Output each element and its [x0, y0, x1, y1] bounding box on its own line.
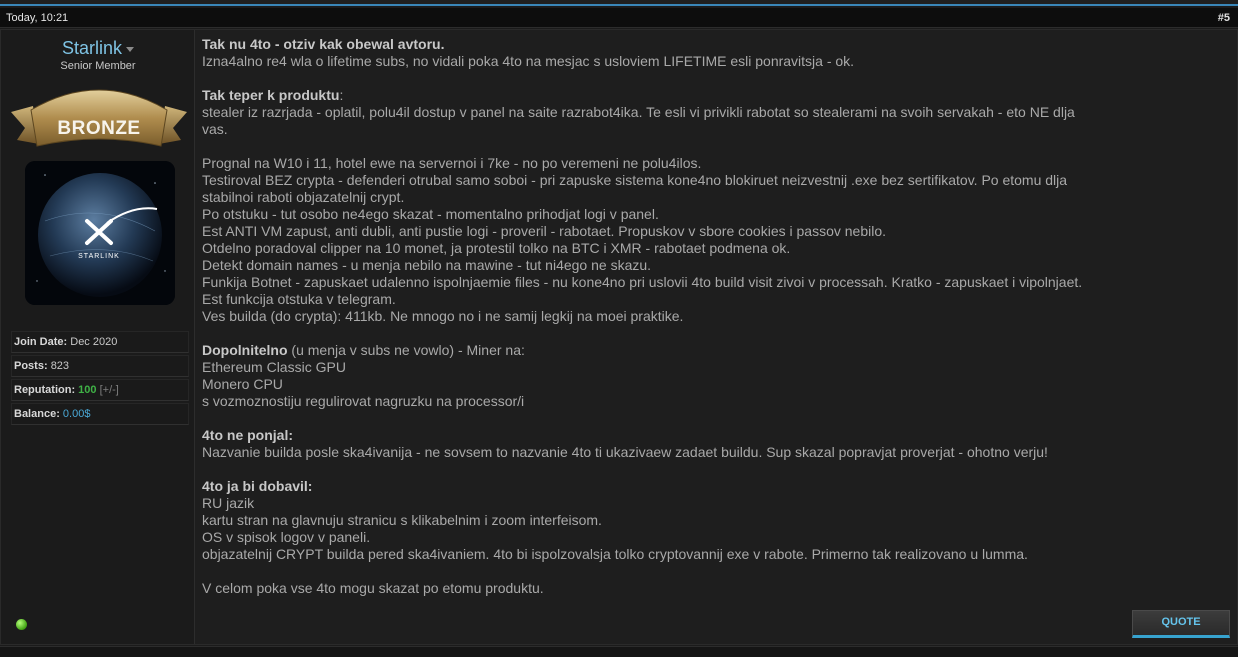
- message-line: stabilnoi raboti objazatelnij crypt.: [202, 189, 405, 205]
- post-date: Today, 10:21: [6, 12, 69, 24]
- stat-balance: Balance: 0.00$: [11, 403, 189, 425]
- message-line: Funkija Botnet - zapuskaet udalenno ispolnjaemie files - nu kone4no pri uslovii 4to build visit zivoi v processah. Kratko - zapuskaet i vipolnjaet.: [202, 274, 1083, 290]
- message-line: Tak teper k produktu:: [202, 87, 344, 103]
- message-heading: 4to ne ponjal:: [202, 427, 293, 443]
- username-menu[interactable]: [1, 38, 195, 59]
- message-line: Izna4alno re4 wla o lifetime subs, no vidali poka 4to na mesjac s usloviem LIFETIME esli ponravitsja - ok.: [202, 53, 855, 69]
- message-heading: 4to ja bi dobavil:: [202, 478, 313, 494]
- message-line: Ves builda (do crypta): 411kb. Ne mnogo no i ne samij legkij na moei praktike.: [202, 308, 684, 324]
- user-title: Senior Member: [60, 60, 136, 72]
- username[interactable]: Starlink: [61, 38, 123, 58]
- message-line: Testiroval BEZ crypta - defenderi otrubal samo soboi - pri zapuske sistema kone4no blokiruet neizvestnij .exe bez sertifikatov. Po etomu dlja: [202, 172, 1068, 188]
- rank-label: BRONZE: [57, 118, 141, 139]
- message-line: vas.: [202, 121, 228, 137]
- post-message: [202, 36, 1232, 597]
- message-line: OS v spisok logov v paneli.: [202, 529, 371, 545]
- message-line: Otdelno poradoval clipper na 10 monet, ja protestil tolko na BTC i XMR - rabotaet podmena ok.: [202, 240, 791, 256]
- message-heading: Tak nu 4to - otziv kak obewal avtoru.: [202, 36, 445, 52]
- online-status-icon: [16, 619, 27, 630]
- message-line: Ethereum Classic GPU: [202, 359, 346, 375]
- message-line: Detekt domain names - u menja nebilo na mawine - tut ni4ego ne skazu.: [202, 257, 652, 273]
- message-line: RU jazik: [202, 495, 255, 511]
- stat-posts: Posts: 823: [11, 355, 189, 377]
- message-line: objazatelnij CRYPT builda pered ska4ivaniem. 4to bi ispolzovalsja tolko cryptovannij exe v rabote. Primerno tak realizovano u lumma.: [202, 546, 1028, 562]
- avatar[interactable]: [25, 161, 175, 305]
- top-accent-line: [0, 0, 1238, 6]
- rank-badge: [9, 76, 189, 148]
- reputation-value: 100: [78, 384, 97, 396]
- message-line: Est ANTI VM zapust, anti dubli, anti pustie logi - proveril - rabotaet. Propuskov v sbore cookies i passov nebilo.: [202, 223, 886, 239]
- message-line: Dopolnitelno (u menja v subs ne vowlo) - Miner na:: [202, 342, 525, 358]
- post-container: [0, 29, 1238, 645]
- post-header-bar: [0, 8, 1238, 28]
- stat-join-date: Join Date: Dec 2020: [11, 331, 189, 353]
- quote-button[interactable]: QUOTE: [1132, 610, 1230, 638]
- message-line: stealer iz razrjada - oplatil, polu4il dostup v panel na saite razrabot4ika. Te esli vi privikli rabotat so stealerami na svoih servakah - eto NE dlja: [202, 104, 1075, 120]
- message-line: s vozmoznostiju regulirovat nagruzku na processor/i: [202, 393, 525, 409]
- reputation-vote-link[interactable]: [+/-]: [99, 384, 119, 396]
- message-line: Nazvanie builda posle ska4ivanija - ne sovsem to nazvanie 4to ti ukazivaew zadaet buildu. Sup skazal popravjat proverjat - ohotno verju!: [202, 444, 1048, 460]
- message-line: Monero CPU: [202, 376, 283, 392]
- post-number-link[interactable]: #5: [1217, 12, 1230, 24]
- avatar-brand-text: STARLINK: [78, 253, 120, 260]
- balance-value: 0.00$: [62, 408, 91, 420]
- message-line: kartu stran na glavnuju stranicu s klikabelnim i zoom interfeisom.: [202, 512, 602, 528]
- chevron-down-icon[interactable]: [126, 47, 134, 52]
- message-line: Po otstuku - tut osobo ne4ego skazat - momentalno prihodjat logi v panel.: [202, 206, 659, 222]
- message-line: V celom poka vse 4to mogu skazat po etomu produktu.: [202, 580, 544, 596]
- starlink-logo-icon: [25, 161, 175, 305]
- stat-reputation: Reputation: 100 [+/-]: [11, 379, 189, 401]
- user-stats: [11, 331, 189, 427]
- message-line: Prognal na W10 i 11, hotel ewe na servernoi i 7ke - no po veremeni ne polu4ilos.: [202, 155, 702, 171]
- message-line: Est funkcija otstuka v telegram.: [202, 291, 396, 307]
- user-info-panel: [1, 30, 195, 644]
- bottom-border: [0, 646, 1238, 657]
